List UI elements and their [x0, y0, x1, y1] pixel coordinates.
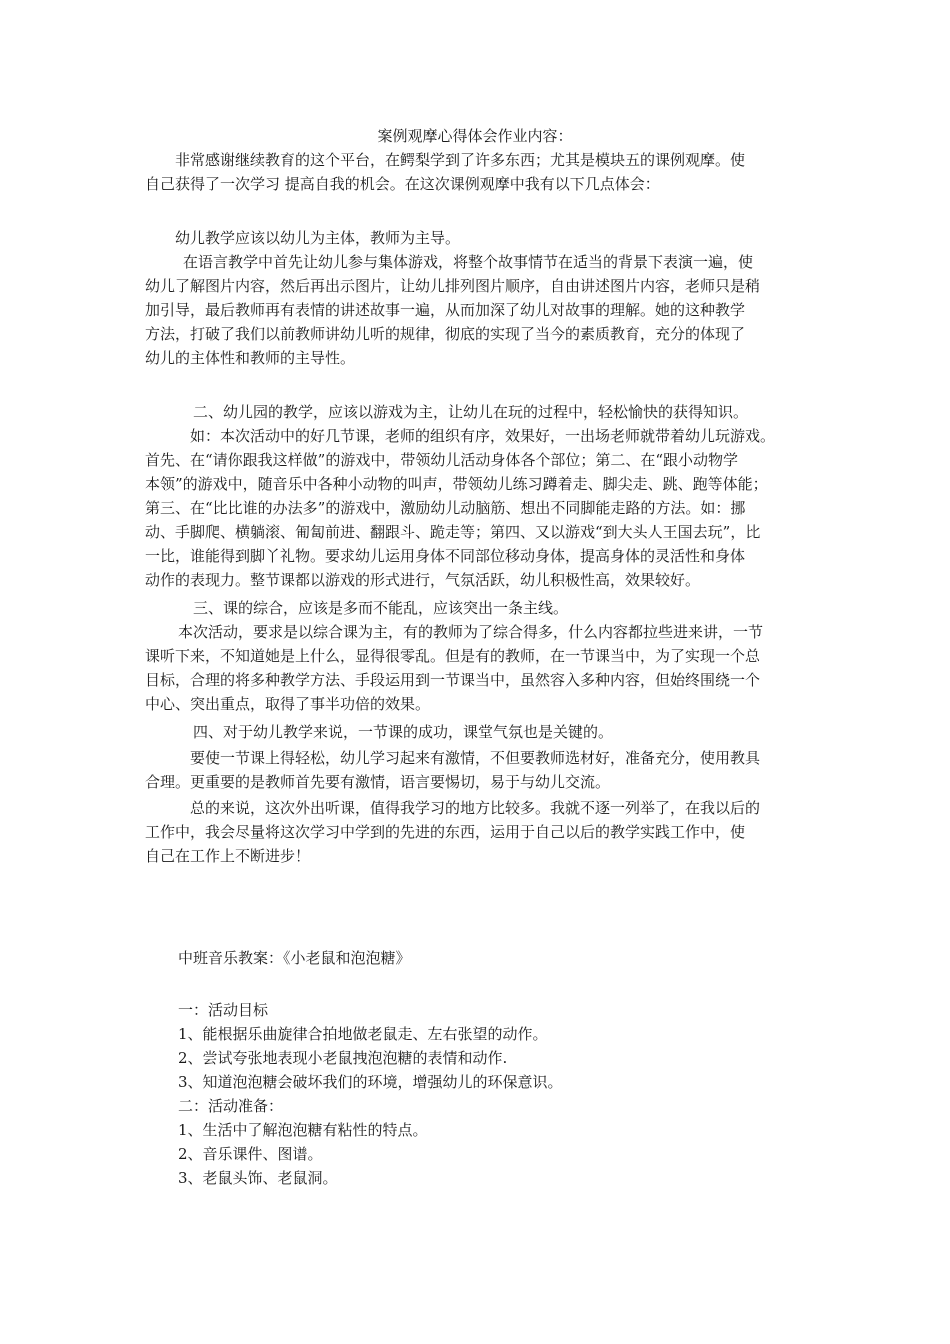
point2-line-5: 动、手脚爬、横躺滚、匍匐前进、翻跟斗、跪走等；第四、又以游戏“到大头人王国去玩”，比: [145, 523, 761, 541]
prep-heading: 二：活动准备：: [178, 1097, 284, 1115]
goal-item-2: 2、尝试夸张地表现小老鼠拽泡泡糖的表情和动作.: [178, 1049, 508, 1067]
point3-line-2: 课听下来，不知道她是上什么，显得很零乱。但是有的教师，在一节课当中，为了实现一个总: [145, 647, 761, 665]
point1-line-1: 在语言教学中首先让幼儿参与集体游戏，将整个故事情节在适当的背景下表演一遍，使: [183, 253, 754, 271]
point1-line-4: 方法，打破了我们以前教师讲幼儿听的规律，彻底的实现了当今的素质教育，充分的体现了: [145, 325, 746, 343]
point3-line-4: 中心、突出重点，取得了事半功倍的效果。: [145, 695, 431, 713]
goal-item-1: 1、能根据乐曲旋律合拍地做老鼠走、左右张望的动作。: [178, 1025, 548, 1043]
point3-line-3: 目标，合理的将多种教学方法、手段运用到一节课当中，虽然容入多种内容，但始终围绕一个: [145, 671, 761, 689]
goal-item-3: 3、知道泡泡糖会破坏我们的环境，增强幼儿的环保意识。: [178, 1073, 563, 1091]
intro-line-2: 自己获得了一次学习 提高自我的机会。在这次课例观摩中我有以下几点体会：: [145, 175, 660, 193]
prep-item-3: 3、老鼠头饰、老鼠洞。: [178, 1169, 338, 1187]
point4-line-1: 要使一节课上得轻松，幼儿学习起来有激情，不但要教师选材好，准备充分，使用教具: [190, 749, 761, 767]
point4-heading: 四、对于幼儿教学来说，一节课的成功，课堂气氛也是关键的。: [193, 723, 614, 741]
conclusion-line-1: 总的来说，这次外出听课，值得我学习的地方比较多。我就不逐一列举了，在我以后的: [190, 799, 761, 817]
point2-heading: 二、幼儿园的教学，应该以游戏为主，让幼儿在玩的过程中，轻松愉快的获得知识。: [193, 403, 749, 421]
point2-line-6: 一比，谁能得到脚丫礼物。要求幼儿运用身体不同部位移动身体，提高身体的灵活性和身体: [145, 547, 746, 565]
reflection-title: 案例观摩心得体会作业内容：: [377, 127, 573, 145]
point2-line-1: 如：本次活动中的好几节课，老师的组织有序，效果好，一出场老师就带着幼儿玩游戏。: [190, 427, 776, 445]
point1-line-2: 幼儿了解图片内容，然后再出示图片，让幼儿排列图片顺序，自由讲述图片内容，老师只是稍: [145, 277, 761, 295]
conclusion-line-3: 自己在工作上不断进步！: [145, 847, 311, 865]
point2-line-4: 第三、在“比比谁的办法多”的游戏中，激励幼儿动脑筋、想出不同脚能走路的方法。如：挪: [145, 499, 746, 517]
point2-line-3: 本领”的游戏中，随音乐中各种小动物的叫声，带领幼儿练习蹲着走、脚尖走、跳、跑等体能；: [145, 475, 768, 493]
goals-heading: 一：活动目标: [178, 1001, 269, 1019]
point4-line-2: 合理。更重要的是教师首先要有激情，语言要惕切，易于与幼儿交流。: [145, 773, 611, 791]
point2-line-2: 首先、在“请你跟我这样做”的游戏中，带领幼儿活动身体各个部位；第二、在“跟小动物学: [145, 451, 739, 469]
point3-line-1: 本次活动，要求是以综合课为主，有的教师为了综合得多，什么内容都拉些进来讲，一节: [178, 623, 764, 641]
prep-item-1: 1、生活中了解泡泡糖有粘性的特点。: [178, 1121, 428, 1139]
intro-line-1: 非常感谢继续教育的这个平台，在鳄梨学到了许多东西；尤其是模块五的课例观摩。使: [175, 151, 746, 169]
point1-line-3: 加引导，最后教师再有表情的讲述故事一遍，从而加深了幼儿对故事的理解。她的这种教学: [145, 301, 746, 319]
point2-line-7: 动作的表现力。整节课都以游戏的形式进行，气氛活跃，幼儿积极性高，效果较好。: [145, 571, 701, 589]
point1-heading: 幼儿教学应该以幼儿为主体，教师为主导。: [175, 229, 461, 247]
point3-heading: 三、课的综合，应该是多而不能乱，应该突出一条主线。: [193, 599, 569, 617]
prep-item-2: 2、音乐课件、图谱。: [178, 1145, 323, 1163]
point1-line-5: 幼儿的主体性和教师的主导性。: [145, 349, 356, 367]
lesson-plan-title: 中班音乐教案：《小老鼠和泡泡糖》: [178, 949, 411, 967]
conclusion-line-2: 工作中，我会尽量将这次学习中学到的先进的东西，运用于自己以后的教学实践工作中，使: [145, 823, 746, 841]
